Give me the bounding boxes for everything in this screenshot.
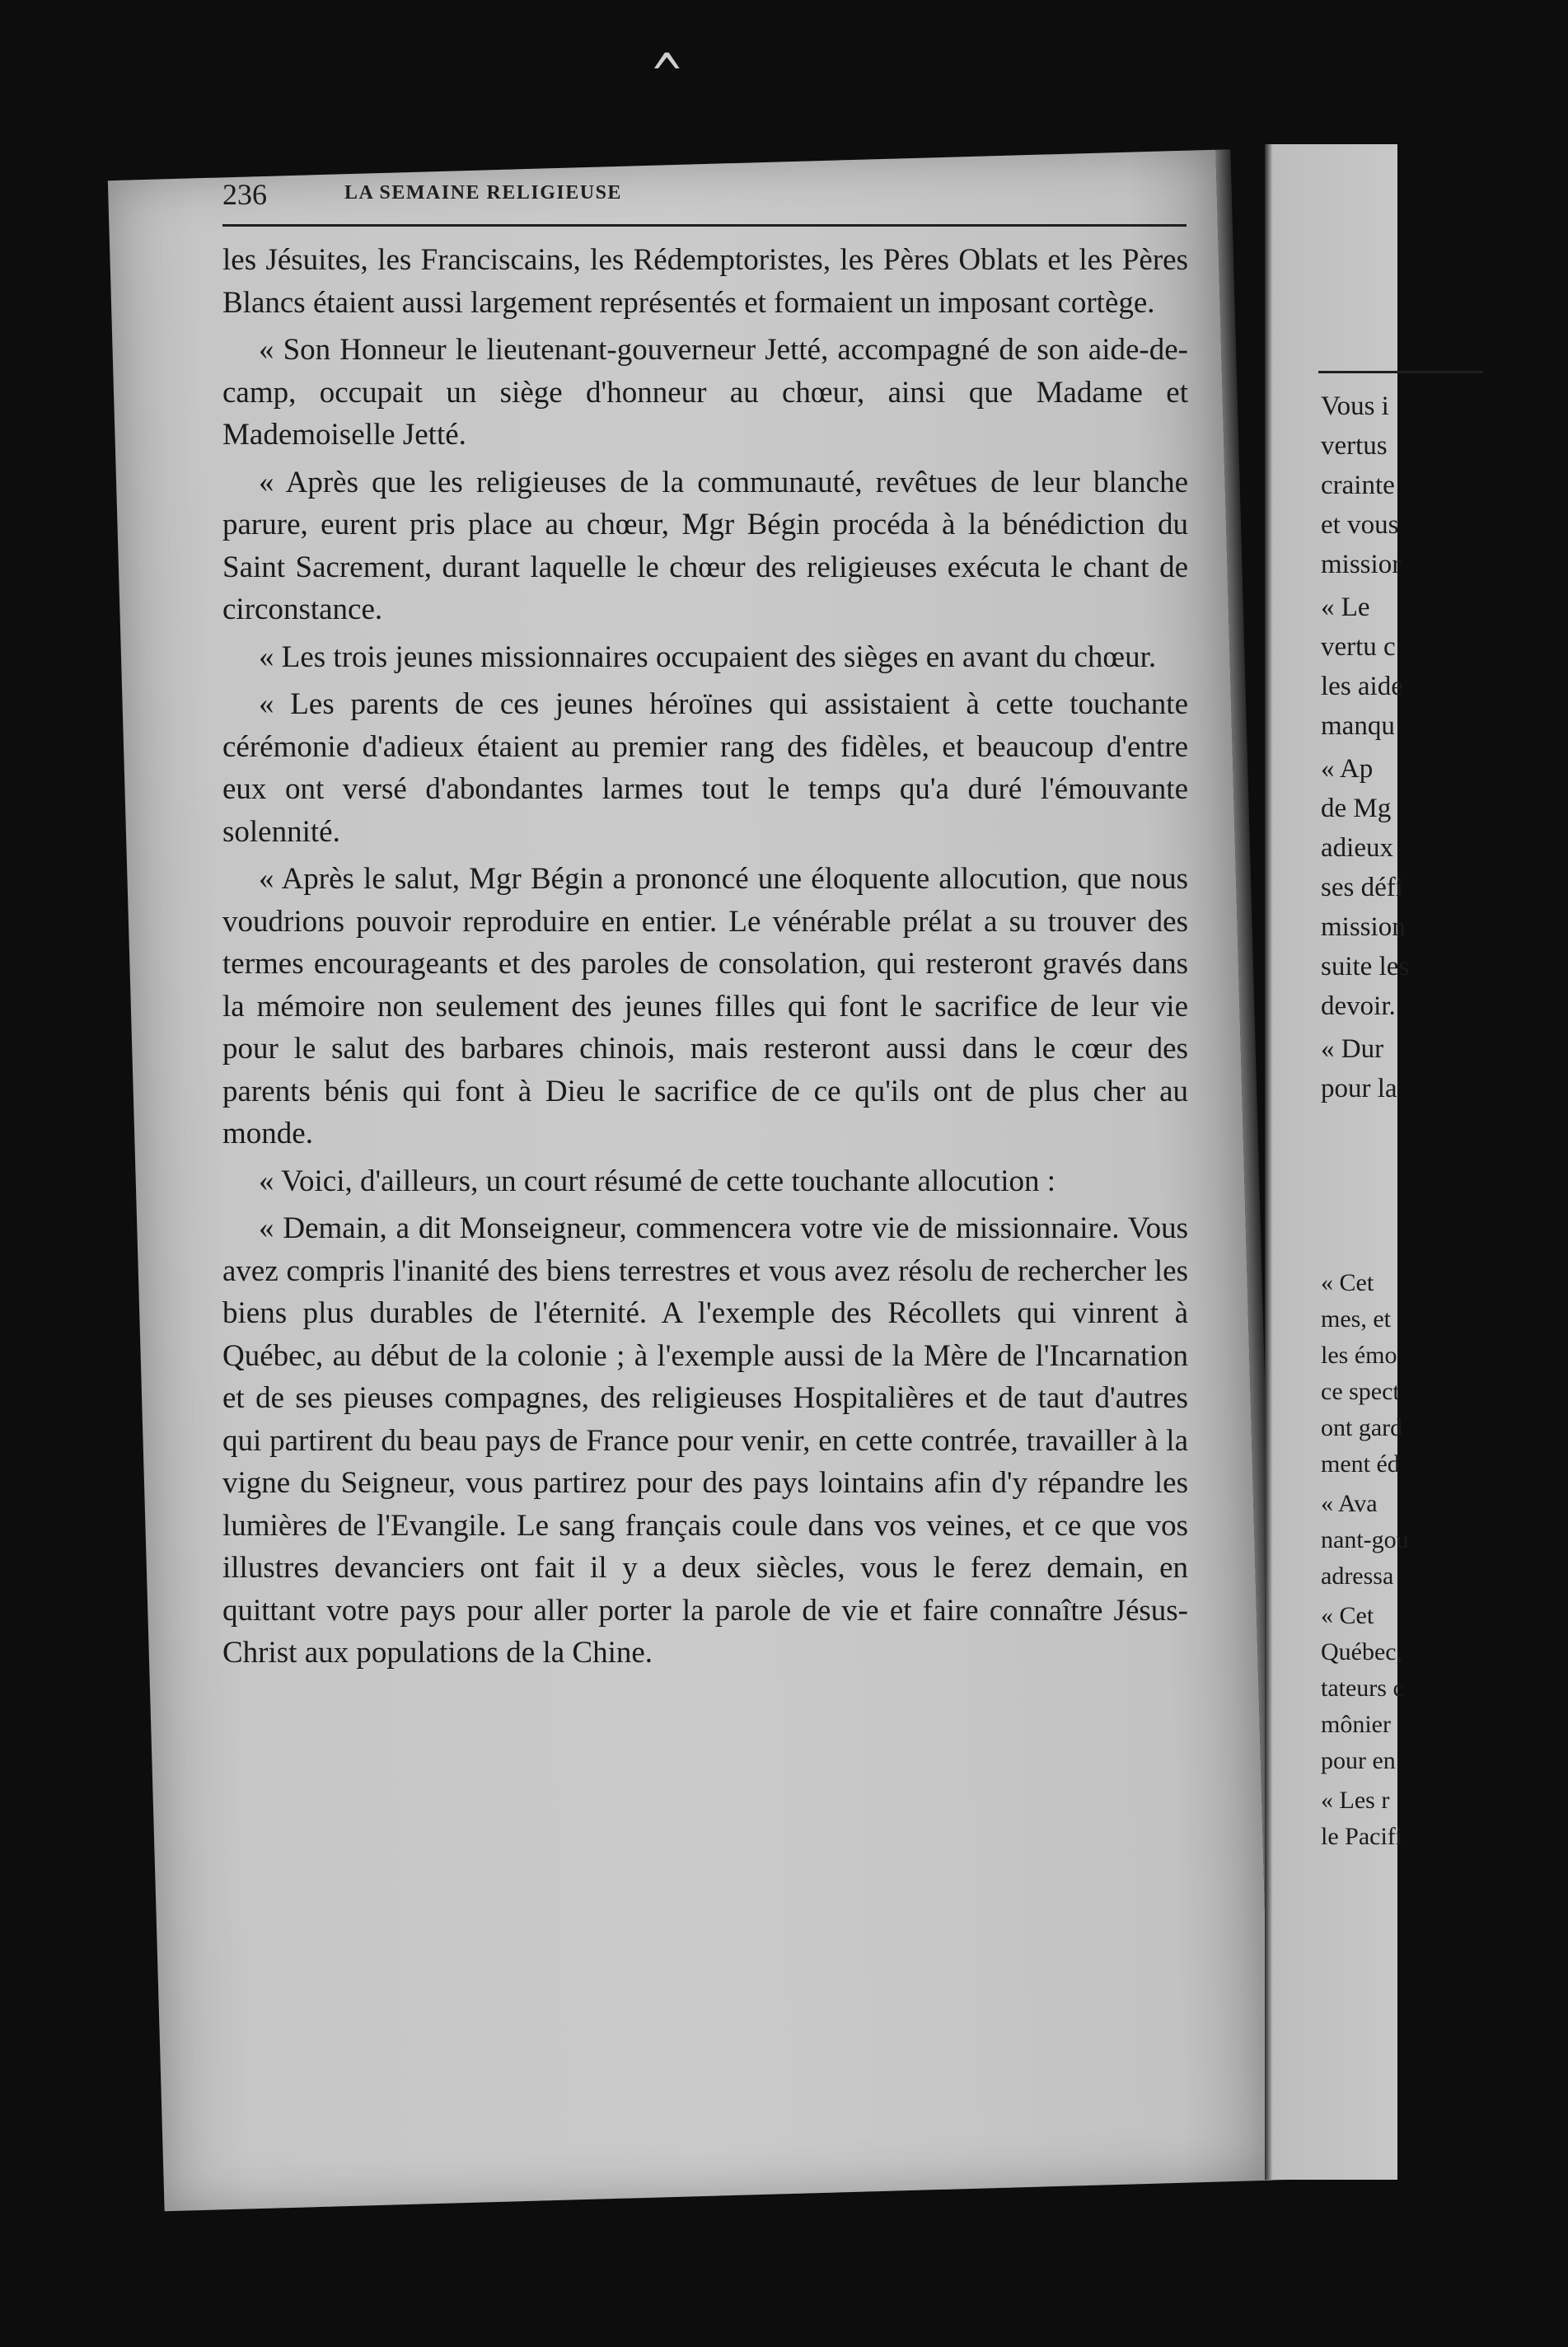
- text-fragment: ce spect: [1321, 1378, 1400, 1405]
- paragraph: « Après le salut, Mgr Bégin a prononcé une éloquente allocution, que nous voudrions pouvoir reproduire en entier. Le vénérable prélat a su trouver des termes encourageants et des paroles de consolation, qui resteront gravés dans la mémoire non seulement des jeunes filles qui font le sacrifice de leur vie pour le salut des barbares chinois, mais resteront aussi dans le cœur des parents bénis qui font à Dieu le sacrifice de ce qu'ils ont de plus cher au monde.: [222, 862, 1188, 1150]
- text-fragment: « Le: [1321, 593, 1370, 622]
- text-fragment: tateurs c: [1321, 1675, 1404, 1702]
- text-fragment: le Pacifi: [1321, 1823, 1403, 1850]
- text-fragment: vertu c: [1321, 632, 1396, 662]
- text-fragment: « Les r: [1321, 1787, 1390, 1814]
- text-fragment: pour en: [1321, 1747, 1396, 1774]
- text-fragment: suite les: [1321, 952, 1410, 981]
- body-text: [222, 239, 1188, 1679]
- text-fragment: « Cet: [1321, 1602, 1374, 1629]
- text-fragment: « Ava: [1321, 1490, 1378, 1517]
- text-fragment: et vous: [1321, 510, 1399, 540]
- adjacent-header-rule: [1318, 371, 1483, 373]
- paragraph: « Après que les religieuses de la communauté, revêtues de leur blanche parure, eurent pris place au chœur, Mgr Bégin procéda à la bénédiction du Saint Sacrement, durant laquelle le chœur des religieuses exécuta le chant de circonstance.: [222, 465, 1188, 626]
- paragraph: « Voici, d'ailleurs, un court résumé de cette touchante allocution :: [259, 1164, 1056, 1198]
- paragraph: « Demain, a dit Monseigneur, commencera votre vie de missionnaire. Vous avez compris l'inanité des biens terrestres et vous avez résolu de rechercher les biens plus durables de l'éternité. A l'exemple des Récollets qui vinrent à Québec, au début de la colonie ; à l'exemple aussi de la Mère de l'Incarnation et de ses pieuses compagnes, des religieuses Hospitalières et de taut d'autres qui partirent du beau pays de France pour venir, en cette contrée, travailler à la vigne du Seigneur, vous partirez pour des pays lointains afin d'y répandre les lumières de l'Evangile. Le sang français coule dans vos veines, et ce que vos illustres devanciers ont fait il y a deux siècles, vous le ferez demain, en quittant votre pays pour aller porter la parole de vie et faire connaître Jésus-Christ aux populations de la Chine.: [222, 1211, 1188, 1670]
- page-number: 236: [222, 178, 267, 211]
- text-fragment: « Cet: [1321, 1269, 1374, 1296]
- text-fragment: Québec,: [1321, 1638, 1403, 1665]
- running-head: [222, 177, 1187, 210]
- scan-mark: ^: [649, 41, 684, 109]
- running-title: LA SEMAINE RELIGIEUSE: [344, 182, 622, 204]
- text-fragment: adieux: [1321, 833, 1393, 863]
- text-fragment: les aide: [1321, 672, 1403, 701]
- text-fragment: vertus: [1321, 431, 1388, 461]
- text-fragment: mes, et: [1321, 1305, 1391, 1333]
- paragraph: « Les trois jeunes missionnaires occupaient des sièges en avant du chœur.: [259, 639, 1157, 674]
- text-fragment: nant-gou: [1321, 1526, 1409, 1553]
- text-fragment: mônier: [1321, 1711, 1391, 1738]
- text-fragment: ont gard: [1321, 1414, 1403, 1441]
- text-fragment: de Mg: [1321, 794, 1392, 823]
- text-fragment: mission: [1321, 912, 1406, 942]
- paragraph: les Jésuites, les Franciscains, les Rédemptoristes, les Pères Oblats et les Pères Blancs étaient aussi largement représentés et formaient un imposant cortège.: [222, 243, 1188, 320]
- text-fragment: ses défi: [1321, 873, 1403, 902]
- text-fragment: « Ap: [1321, 754, 1374, 784]
- text-fragment: Vous i: [1321, 391, 1389, 421]
- text-fragment: pour la: [1321, 1074, 1397, 1103]
- paragraph: « Son Honneur le lieutenant-gouverneur Jetté, accompagné de son aide-de-camp, occupait un siège d'honneur au chœur, ainsi que Madame et Mademoiselle Jetté.: [222, 333, 1188, 452]
- text-fragment: devoir.: [1321, 991, 1396, 1021]
- text-fragment: « Dur: [1321, 1034, 1384, 1064]
- text-fragment: adressa: [1321, 1562, 1394, 1590]
- text-fragment: missior: [1321, 550, 1402, 579]
- text-fragment: les émo: [1321, 1342, 1397, 1369]
- text-fragment: manqu: [1321, 711, 1395, 741]
- text-fragment: ment éd: [1321, 1450, 1400, 1478]
- text-fragment: crainte: [1321, 471, 1395, 500]
- header-rule: [222, 224, 1187, 227]
- paragraph: « Les parents de ces jeunes héroïnes qui assistaient à cette touchante cérémonie d'adieux étaient au premier rang des fidèles, et beaucoup d'entre eux ont versé d'abondantes larmes tout le temps qu'a duré l'émouvante solennité.: [222, 687, 1188, 849]
- adjacent-page: [1265, 144, 1410, 2180]
